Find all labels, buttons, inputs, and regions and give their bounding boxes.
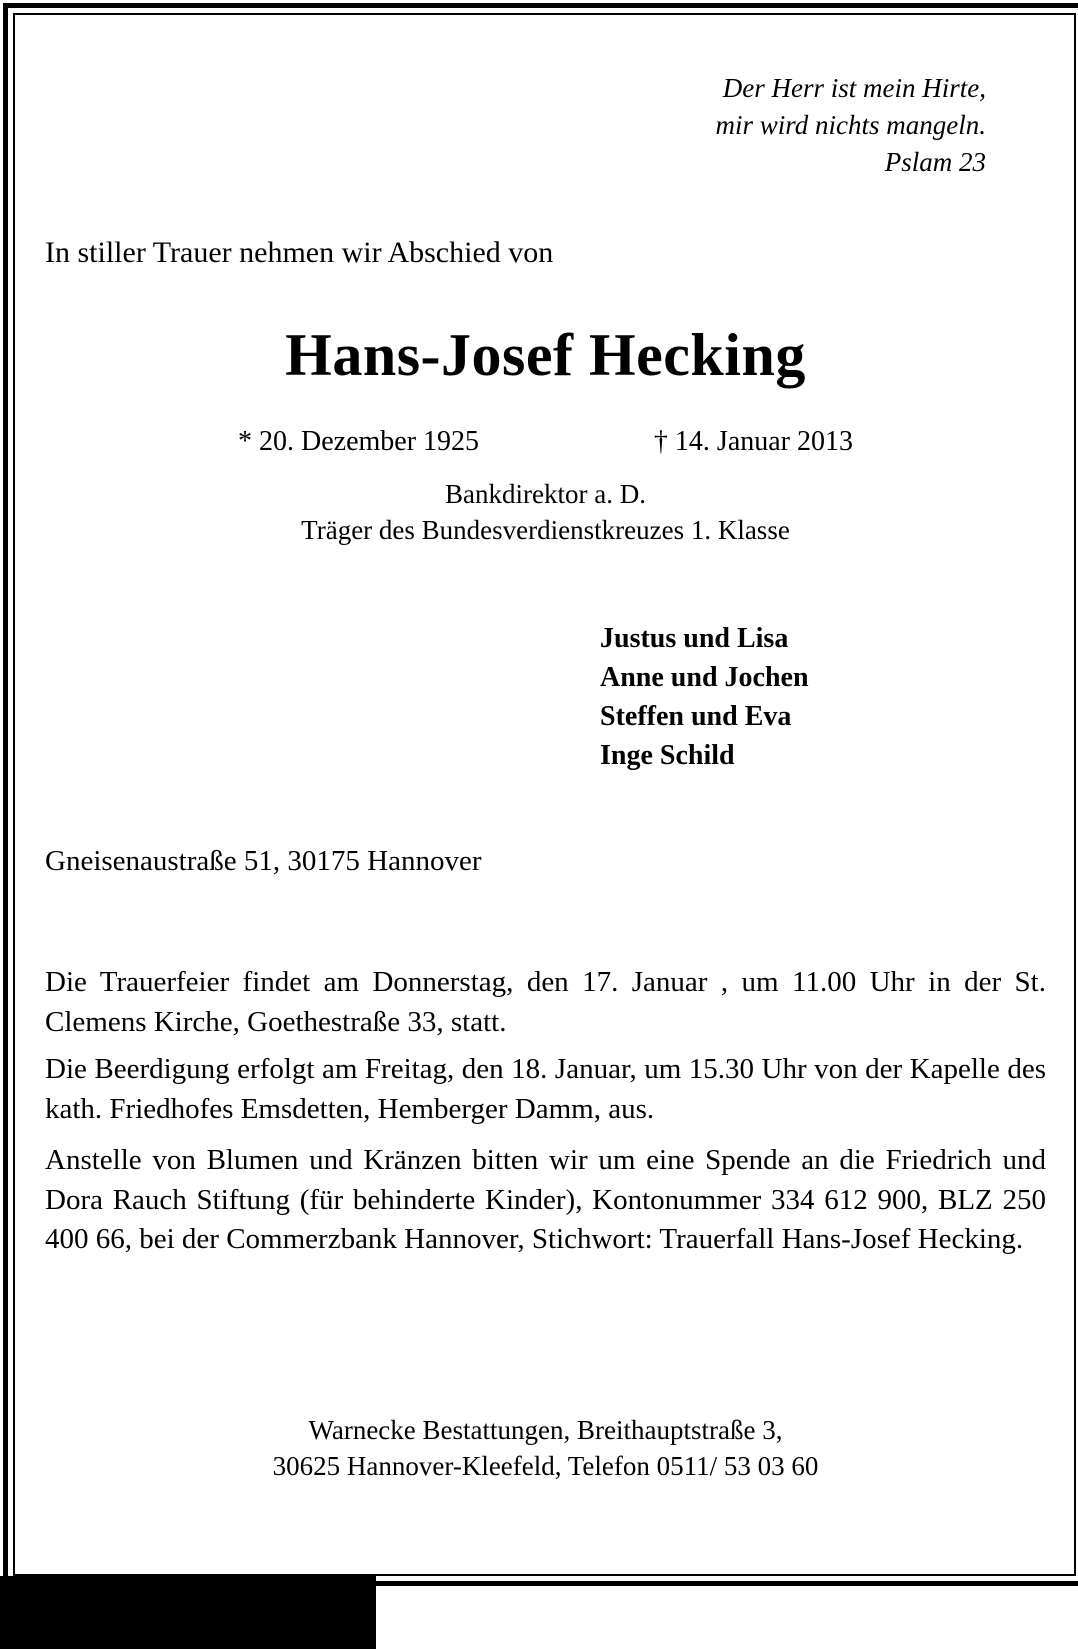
family-address: Gneisenaustraße 51, 30175 Hannover xyxy=(45,845,482,877)
funeral-service-paragraph: Die Trauerfeier findet am Donnerstag, den 17. Januar , um 11.00 Uhr in der St. Clemens Kirche, Goethestraße 33, statt. xyxy=(45,966,1046,1038)
psalm-quote-line1: Der Herr ist mein Hirte, xyxy=(722,73,986,103)
deceased-title-line1: Bankdirektor a. D. xyxy=(445,479,646,509)
psalm-quote xyxy=(45,70,1046,181)
deceased-title-line2: Träger des Bundesverdienstkreuzes 1. Klasse xyxy=(301,515,790,545)
redaction-bar xyxy=(0,1576,376,1649)
mourners-list xyxy=(600,619,1046,775)
psalm-quote-line2: mir wird nichts mangeln. xyxy=(715,110,986,140)
funeral-home-info xyxy=(45,1412,1046,1484)
birth-date: * 20. Dezember 1925 xyxy=(238,426,480,457)
mourner-line: Anne und Jochen xyxy=(600,662,809,693)
burial-paragraph: Die Beerdigung erfolgt am Freitag, den 18. Januar, um 15.30 Uhr von der Kapelle des kath. Friedhofes Emsdetten, Hemberger Damm, aus. xyxy=(45,1053,1046,1125)
mourner-line: Inge Schild xyxy=(600,740,735,771)
mourner-line: Steffen und Eva xyxy=(600,701,792,732)
death-date: † 14. Januar 2013 xyxy=(653,426,853,457)
funeral-home-line1: Warnecke Bestattungen, Breithauptstraße 3, xyxy=(308,1414,783,1445)
donation-paragraph: Anstelle von Blumen und Kränzen bitten wir um eine Spende an die Friedrich und Dora Rauch Stiftung (für behinderte Kinder), Kontonummer 334 612 900, BLZ 250 400 66, bei der Commerzbank Hannover, Stichwort: Trauerfall Hans-Josef Hecking. xyxy=(45,1144,1046,1255)
obituary-frame xyxy=(3,3,1078,1586)
obituary-inner-border xyxy=(13,13,1076,1576)
psalm-quote-source: Pslam 23 xyxy=(884,147,986,177)
funeral-home-line2: 30625 Hannover-Kleefeld, Telefon 0511/ 53 03 60 xyxy=(272,1450,819,1481)
life-dates xyxy=(238,423,853,461)
opening-line: In stiller Trauer nehmen wir Abschied von xyxy=(45,236,554,269)
deceased-name: Hans-Josef Hecking xyxy=(285,322,806,388)
mourner-line: Justus und Lisa xyxy=(600,623,789,654)
